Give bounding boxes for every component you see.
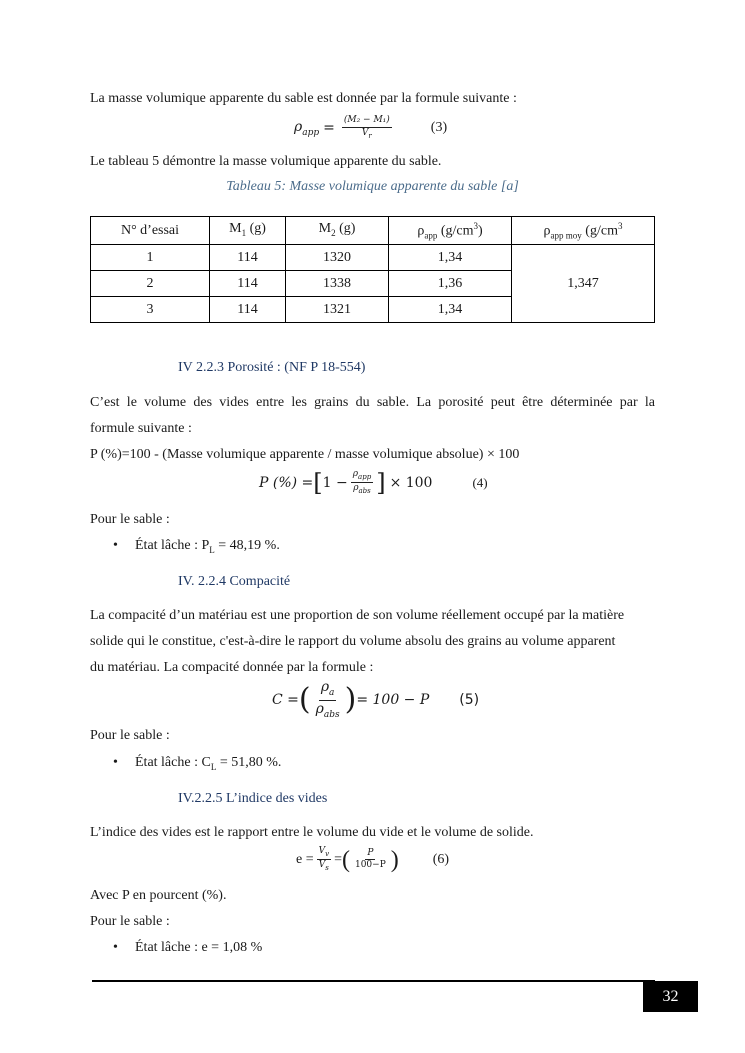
cell-rho: 1,36	[389, 271, 512, 297]
eq5-numerator: $\rho_a$	[319, 680, 337, 701]
compacite-paragraph-line1: La compacité d’un matériau est une proportion de son volume réellement occupé par la matière	[90, 608, 625, 623]
indice-paragraph: L’indice des vides est le rapport entre le volume du vide et le volume de solide.	[90, 825, 534, 840]
eq4-denominator: $\rho_{abs}$	[353, 483, 371, 496]
cell-m2: 1320	[286, 245, 389, 271]
cell-m1: 114	[210, 245, 286, 271]
eq6-equals: =	[334, 851, 342, 867]
eq5-lhs: C =	[272, 692, 299, 709]
heading-indice-vides: IV.2.2.5 L’indice des vides	[178, 791, 328, 806]
indice-bullet: État lâche : e = 1,08 %	[135, 940, 263, 955]
eq4-one: 1 −	[322, 474, 348, 491]
porosite-pour-sable: Pour le sable :	[90, 512, 170, 527]
eq6-numerator: $V_v$	[317, 847, 331, 860]
header-m2: $M_2$ (g)	[286, 217, 389, 245]
equation-3: $\rho_{app}$ = $\frac{\text{(M₂ − M₁)}}{V_r}$ (3)	[294, 115, 448, 140]
cell-m1: 114	[210, 271, 286, 297]
eq6-number: (6)	[432, 851, 450, 867]
indice-pour-sable: Pour le sable :	[90, 914, 170, 929]
eq5-number: (5)	[459, 692, 480, 709]
bullet-icon: •	[113, 940, 118, 955]
equation-5: C = ( $\frac{\rho_a}{\rho_{abs}}$ ) = 100 − P (5)	[272, 679, 480, 720]
eq5-tail: = 100 − P	[356, 692, 430, 709]
compacite-paragraph-line3: du matériau. La compacité donnée par la formule :	[90, 660, 374, 675]
eq3-number: (3)	[430, 120, 448, 136]
bullet-icon: •	[113, 538, 118, 553]
eq3-denominator: $V_r$	[361, 127, 372, 140]
compacite-paragraph-line2: solide qui le constitue, c'est-à-dire le rapport du volume absolu des grains au volume apparent	[90, 634, 616, 649]
eq6-lhs: e =	[296, 851, 314, 867]
cell-mean: 1,347	[512, 245, 655, 323]
eq3-lhs: $\rho_{app}$	[294, 118, 320, 138]
header-rho-moy: $\rho_{app moy}$ ($g/cm^3$	[512, 217, 655, 245]
cell-rho: 1,34	[389, 245, 512, 271]
eq4-lhs: P (%) =	[259, 474, 314, 491]
porosite-paragraph-line2: formule suivante :	[90, 421, 192, 436]
porosite-paragraph-line1: C’est le volume des vides entre les grains du sable. La porosité peut être déterminée par la	[90, 395, 655, 410]
equation-4: P (%) = [ 1 − $\frac{\rho_{app}}{\rho_{abs}}$ ] × 100 (4)	[259, 468, 488, 497]
header-m1: $M_1$ (g)	[210, 217, 286, 245]
eq4-numerator: $\rho_{app}$	[351, 470, 373, 483]
indice-avec: Avec P en pourcent (%).	[90, 888, 227, 903]
cell-essai: 1	[91, 245, 210, 271]
footer-rule	[92, 980, 655, 982]
eq6-numerator2: P	[365, 849, 375, 861]
page-number: 32	[643, 981, 698, 1012]
cell-m2: 1321	[286, 297, 389, 323]
cell-essai: 3	[91, 297, 210, 323]
header-essai: N° d’essai	[91, 217, 210, 245]
eq3-numerator: (M₂ − M₁)	[342, 116, 392, 128]
table-row	[91, 245, 655, 271]
cell-rho: 1,34	[389, 297, 512, 323]
eq6-denominator2: 100−P	[354, 860, 386, 871]
table-header-row	[91, 217, 655, 245]
cell-m2: 1338	[286, 271, 389, 297]
header-rho-app: $\rho_{app}$ $(g/cm^3)$	[389, 217, 512, 245]
eq6-denominator: $V_s$	[318, 860, 329, 873]
heading-compacite: IV. 2.2.4 Compacité	[178, 574, 291, 589]
eq4-number: (4)	[472, 474, 488, 490]
cell-m1: 114	[210, 297, 286, 323]
compacite-bullet: État lâche : $C_L = 51,80$ %.	[135, 755, 282, 772]
table-intro-text: Le tableau 5 démontre la masse volumique apparente du sable.	[90, 154, 442, 169]
porosite-bullet: État lâche : $P_L = 48,19$ %.	[135, 538, 280, 555]
eq4-tail: × 100	[389, 474, 433, 491]
intro-text: La masse volumique apparente du sable est donnée par la formule suivante :	[90, 91, 517, 106]
compacite-pour-sable: Pour le sable :	[90, 728, 170, 743]
density-table	[90, 216, 655, 323]
cell-essai: 2	[91, 271, 210, 297]
bullet-icon: •	[113, 755, 118, 770]
heading-porosite: IV 2.2.3 Porosité : (NF P 18-554)	[178, 360, 366, 375]
equation-6: e = $\frac{V_v}{V_s}$ = ( $\frac{P}{100-P}$ ) (6)	[296, 846, 450, 873]
porosite-formula-text: P (%)=100 - (Masse volumique apparente / masse volumique absolue) × 100	[90, 447, 520, 462]
eq5-denominator: $\rho_{abs}$	[315, 700, 340, 720]
table-caption: Tableau 5: Masse volumique apparente du sable [a]	[226, 179, 519, 194]
